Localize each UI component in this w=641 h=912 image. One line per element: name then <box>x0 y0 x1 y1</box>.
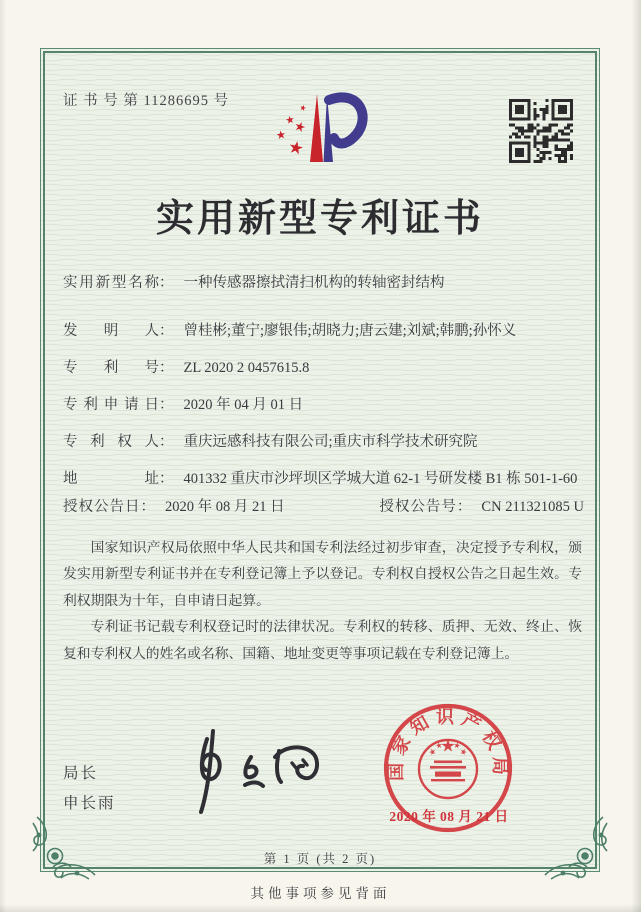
signer-title: 局长 <box>63 765 99 782</box>
field-grant-number: 授权公告号 ： CN 211321085 U <box>379 497 584 518</box>
qr-code <box>509 99 573 163</box>
corner-ornament-icon <box>29 801 111 883</box>
cnipa-logo-icon <box>271 82 373 177</box>
field-value: 2020 年 04 月 01 日 <box>183 397 304 413</box>
field-patent-number: 专利号 ： ZL 2020 2 0457615.8 <box>63 358 584 379</box>
field-value: CN 211321085 U <box>481 499 584 515</box>
scan-edge-shadow <box>0 904 641 912</box>
certificate-frame <box>40 48 600 872</box>
field-utility-model-name: 实用新型名称 ： 一种传感器擦拭清扫机构的转轴密封结构 <box>63 273 584 294</box>
director-signature-icon <box>171 725 346 822</box>
back-note: 其他事项参见背面 <box>250 886 391 901</box>
legal-text <box>63 535 582 667</box>
field-label: 地址 <box>63 471 159 487</box>
certificate-title: 实用新型专利证书 <box>155 198 484 240</box>
field-label: 授权公告日 <box>63 499 141 515</box>
national-emblem-icon <box>419 739 477 798</box>
field-filing-date: 专利申请日 ： 2020 年 04 月 01 日 <box>63 395 584 416</box>
field-label: 实用新型名称 <box>63 275 159 291</box>
scan-edge-shadow <box>631 0 641 912</box>
page-number: 第 1 页 (共 2 页) <box>263 852 377 866</box>
field-value: 一种传感器擦拭清扫机构的转轴密封结构 <box>183 275 445 291</box>
field-value: 重庆远感科技有限公司;重庆市科学技术研究院 <box>183 434 478 450</box>
field-grant-row <box>63 497 584 518</box>
field-value: 曾桂彬;董宁;廖银伟;胡晓力;唐云建;刘斌;韩鹏;孙怀义 <box>183 323 517 339</box>
signer-name: 申长雨 <box>63 795 116 812</box>
field-label: 专利号 <box>63 360 159 376</box>
field-grant-date: 授权公告日 ： 2020 年 08 月 21 日 <box>63 497 285 518</box>
seal-date: 2020 年 08 月 21 日 <box>389 809 509 824</box>
field-patentee: 专利权人 ： 重庆远感科技有限公司;重庆市科学技术研究院 <box>63 432 584 453</box>
certificate-fields <box>63 273 584 534</box>
field-value: 2020 年 08 月 21 日 <box>165 499 285 515</box>
legal-paragraph-2: 专利证书记载专利权登记时的法律状况。专利权的转移、质押、无效、终止、恢复和专利权人的姓名或名称、国籍、地址变更等事项记载在专利登记簿上。 <box>63 619 582 661</box>
field-label: 授权公告号 <box>379 499 457 515</box>
scan-edge-shadow <box>0 0 6 912</box>
field-label: 专利申请日 <box>63 397 159 413</box>
field-label: 发明人 <box>63 323 159 339</box>
legal-paragraph-1: 国家知识产权局依照中华人民共和国专利法经过初步审查，决定授予专利权，颁发实用新型专利证书并在专利登记簿上予以登记。专利权自授权公告之日起生效。专利权期限为十年，自申请日起算。 <box>63 540 582 608</box>
corner-ornament-icon <box>529 801 611 883</box>
field-value: ZL 2020 2 0457615.8 <box>183 360 310 376</box>
field-value: 401332 重庆市沙坪坝区学城大道 62-1 号研发楼 B1 栋 501-1-60 <box>183 471 578 487</box>
certificate-number: 证 书 号 第 11286695 号 <box>63 93 230 109</box>
seal-arc-text: 国家知识产权局 <box>385 706 511 781</box>
field-address: 地址 ： 401332 重庆市沙坪坝区学城大道 62-1 号研发楼 B1 栋 501-1-60 <box>63 469 584 490</box>
field-inventors: 发明人 ： 曾桂彬;董宁;廖银伟;胡晓力;唐云建;刘斌;韩鹏;孙怀义 <box>63 321 584 342</box>
field-label: 专利权人 <box>63 434 159 450</box>
